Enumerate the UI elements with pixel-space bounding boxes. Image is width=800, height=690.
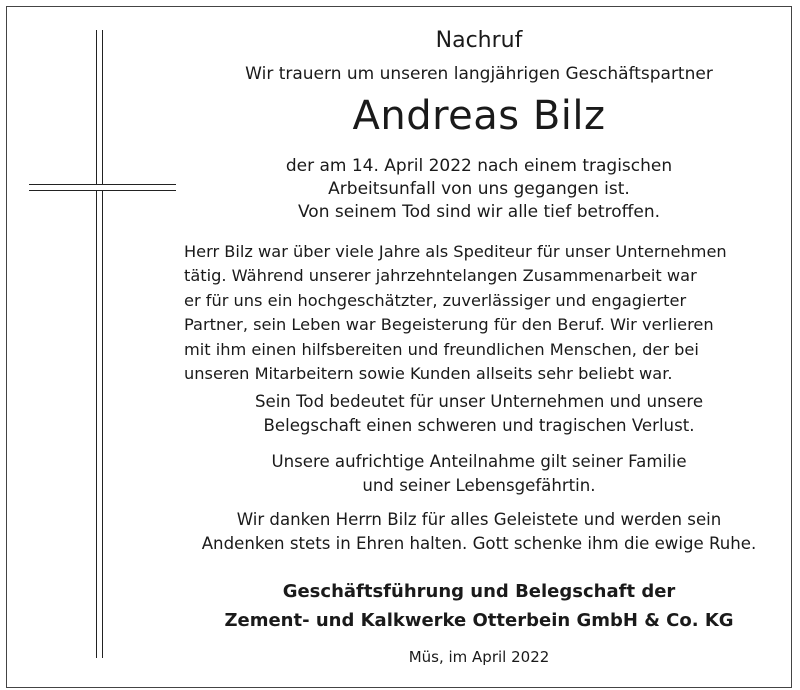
loss-statement [184, 390, 774, 438]
gratitude-line: Andenken stets in Ehren halten. Gott schenke ihm die ewige Ruhe. [201, 534, 757, 553]
deceased-name: Andreas Bilz [352, 93, 606, 139]
cross-vertical-beam [96, 30, 103, 658]
cross-horizontal-beam [29, 184, 176, 191]
paragraph-line: tätig. Während unserer jahrzehntelangen Zusammenarbeit war [184, 266, 697, 286]
notice-heading: Nachruf [435, 28, 523, 53]
intro-line: Arbeitsunfall von uns gegangen ist. [328, 179, 630, 199]
condolence-line: Unsere aufrichtige Anteilnahme gilt seiner Familie [271, 452, 687, 471]
gratitude-statement [184, 508, 774, 556]
tribute-paragraph [184, 240, 774, 386]
intro-line: der am 14. April 2022 nach einem tragischen [285, 156, 673, 176]
signature-line: Geschäftsführung und Belegschaft der [282, 581, 676, 602]
paragraph-line: unseren Mitarbeitern sowie Kunden allseits sehr beliebt war. [184, 364, 673, 384]
condolence-line: und seiner Lebensgefährtin. [362, 476, 596, 495]
place-date: Müs, im April 2022 [408, 648, 550, 666]
intro-line: Von seinem Tod sind wir alle tief betroffen. [297, 202, 661, 222]
notice-subheading: Wir trauern um unseren langjährigen Geschäftspartner [245, 64, 713, 84]
condolence-statement [184, 450, 774, 498]
intro-text [184, 155, 774, 224]
paragraph-line: Partner, sein Leben war Begeisterung für den Beruf. Wir verlieren [184, 315, 714, 335]
cross-center [97, 185, 102, 190]
paragraph-line: mit ihm einen hilfsbereiten und freundlichen Menschen, der bei [184, 339, 699, 359]
gratitude-line: Wir danken Herrn Bilz für alles Geleistete und werden sein [236, 510, 722, 529]
paragraph-line: er für uns ein hochgeschätzter, zuverlässiger und engagierter [184, 290, 687, 310]
loss-line: Belegschaft einen schweren und tragischen Verlust. [263, 416, 695, 435]
loss-line: Sein Tod bedeutet für unser Unternehmen und unsere [254, 392, 704, 411]
signature [184, 577, 774, 635]
signature-line: Zement- und Kalkwerke Otterbein GmbH & Co. KG [224, 610, 734, 631]
paragraph-line: Herr Bilz war über viele Jahre als Spediteur für unser Unternehmen [184, 242, 727, 261]
